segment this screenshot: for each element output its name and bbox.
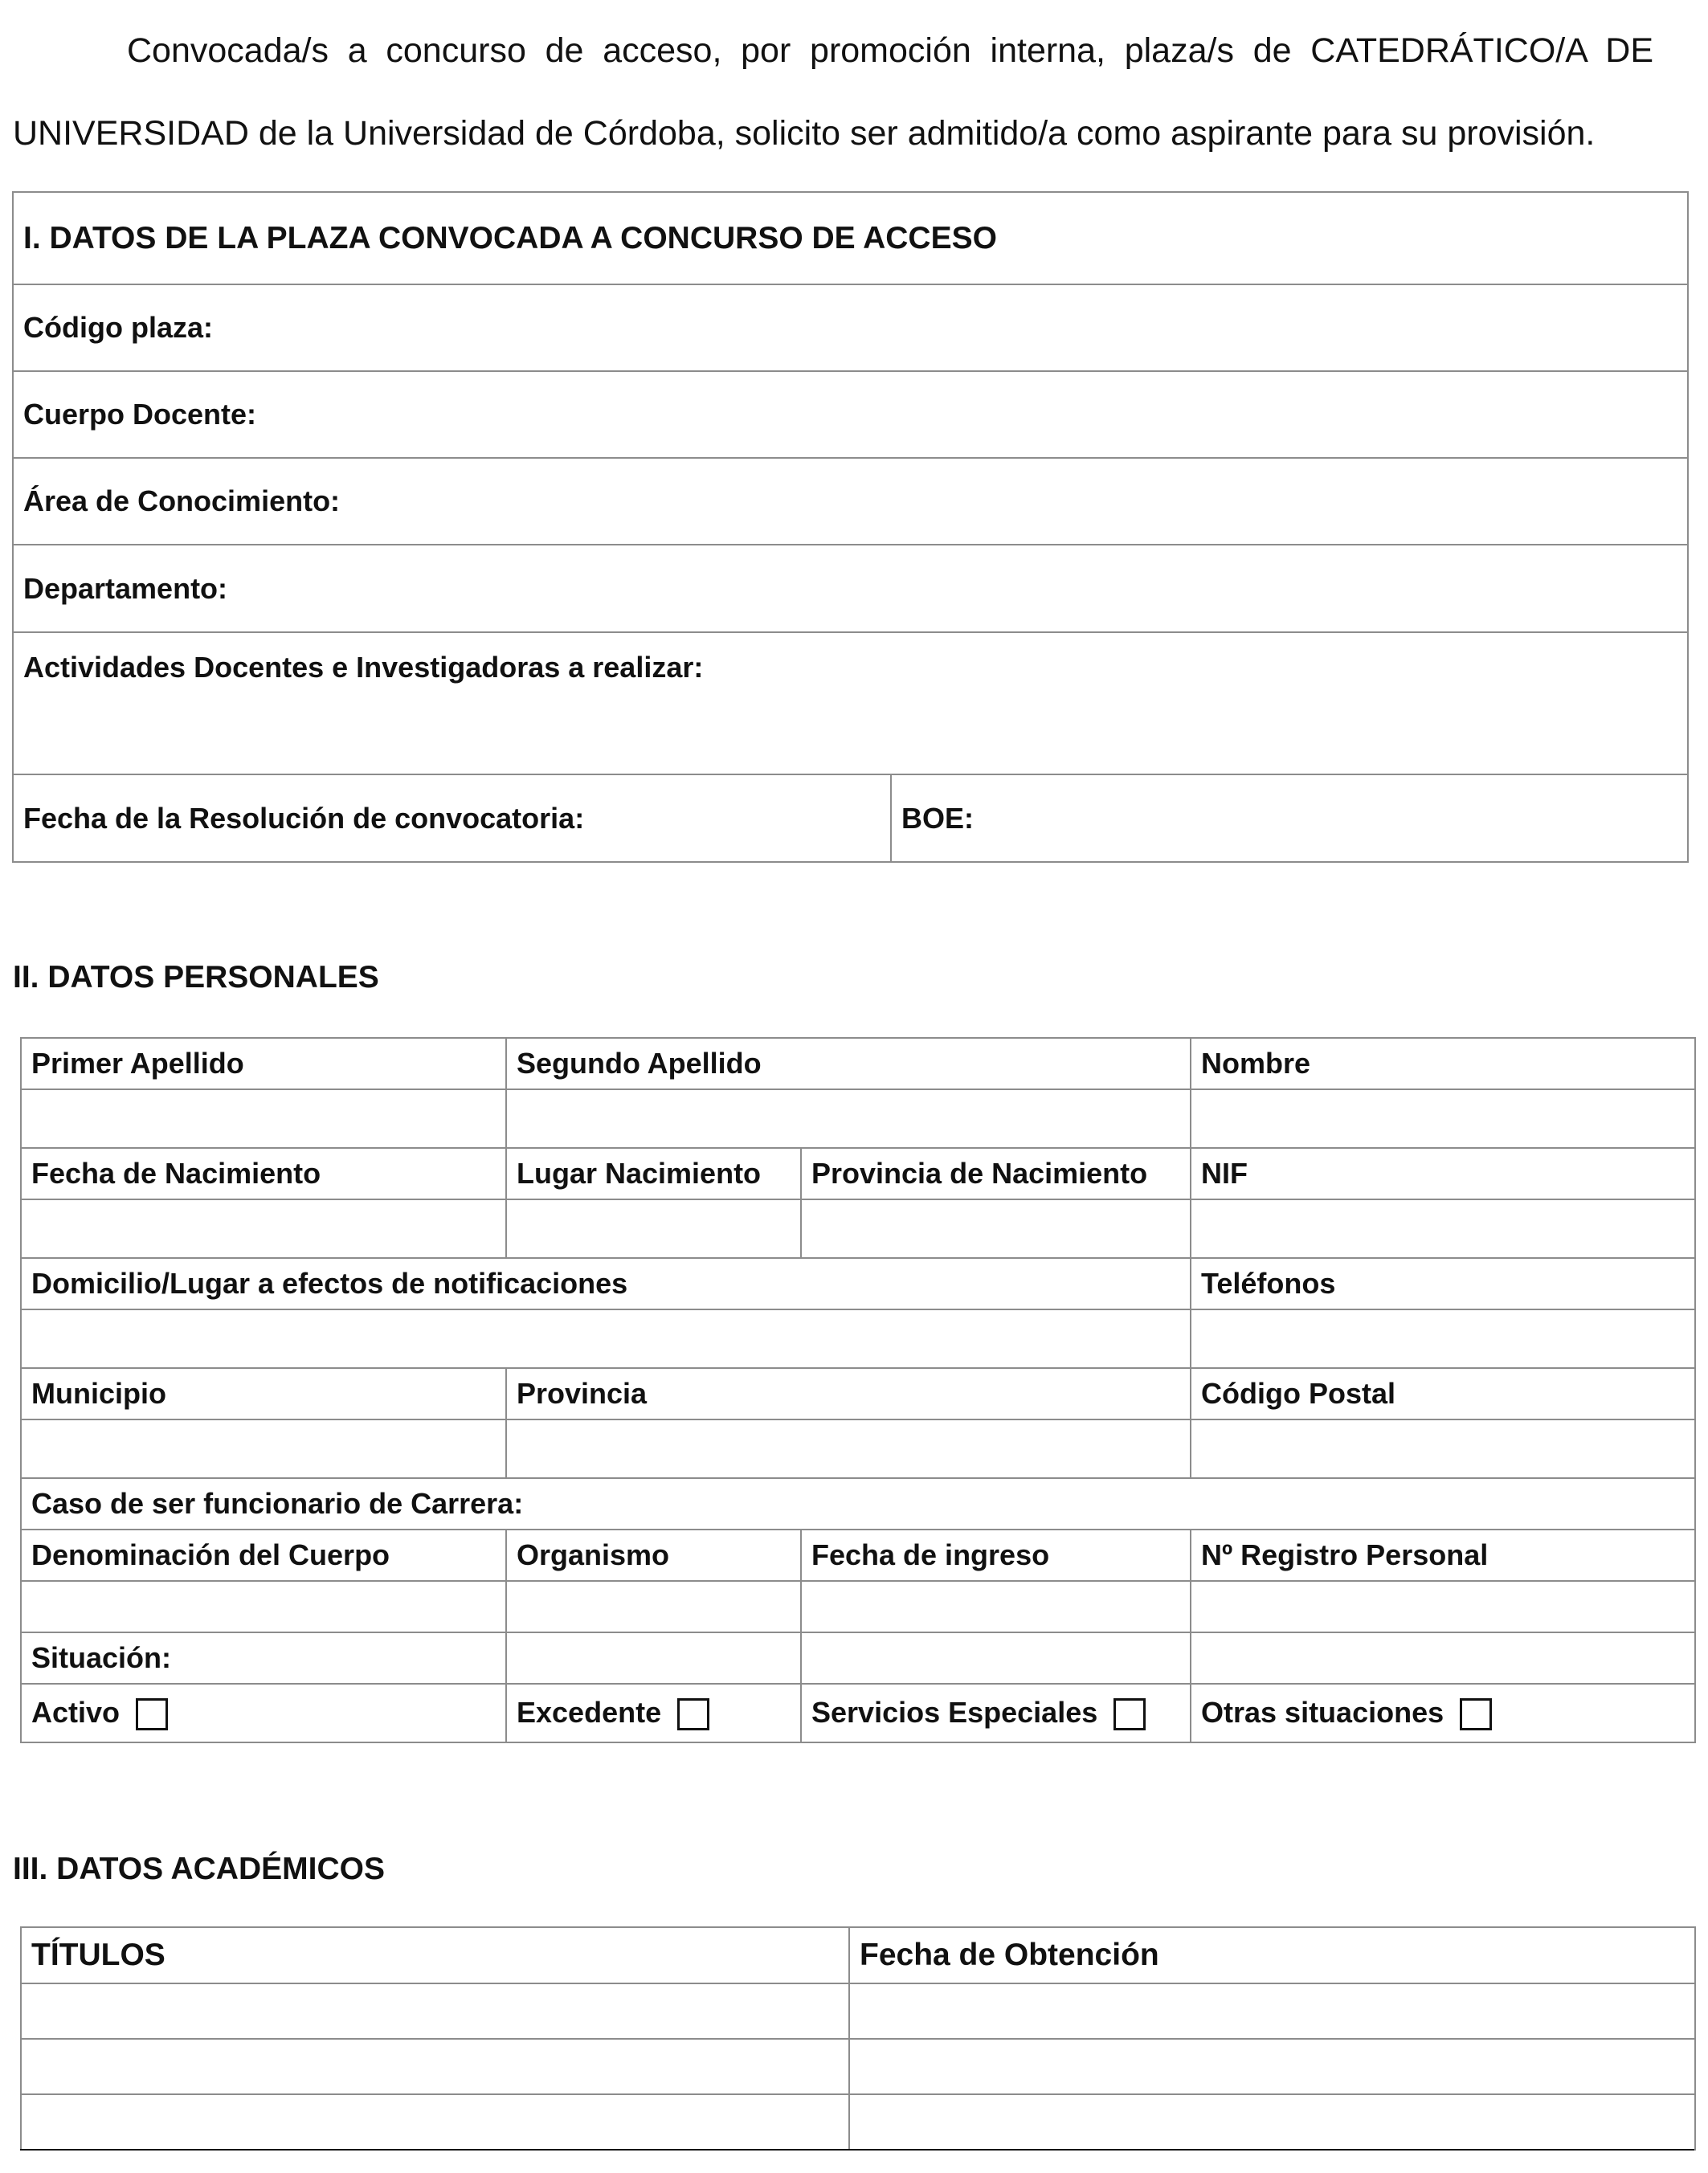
titulo-input-1[interactable] <box>21 1983 849 2039</box>
excedente-option <box>506 1684 801 1742</box>
registro-personal-label: Nº Registro Personal <box>1191 1530 1695 1581</box>
codigo-postal-label: Código Postal <box>1191 1368 1695 1419</box>
organismo-label: Organismo <box>506 1530 801 1581</box>
funcionario-label: Caso de ser funcionario de Carrera: <box>21 1478 1695 1530</box>
bottom-rule <box>20 2149 1694 2151</box>
area-conocimiento-field[interactable]: Área de Conocimiento: <box>13 458 1688 545</box>
provincia-nacimiento-input[interactable] <box>801 1199 1191 1258</box>
titulo-input-2[interactable] <box>21 2039 849 2094</box>
activo-checkbox[interactable] <box>136 1698 168 1730</box>
fecha-ingreso-input[interactable] <box>801 1581 1191 1632</box>
codigo-postal-input[interactable] <box>1191 1419 1695 1478</box>
fecha-nacimiento-input[interactable] <box>21 1199 506 1258</box>
plaza-table <box>12 191 1689 863</box>
situacion-cell-4 <box>1191 1632 1695 1684</box>
fecha-obtencion-input-3[interactable] <box>849 2094 1695 2150</box>
telefonos-input[interactable] <box>1191 1309 1695 1368</box>
servicios-especiales-option <box>801 1684 1191 1742</box>
segundo-apellido-label: Segundo Apellido <box>506 1038 1191 1089</box>
excedente-label: Excedente <box>517 1695 662 1729</box>
nombre-label: Nombre <box>1191 1038 1695 1089</box>
academic-data-table <box>20 1926 1696 2151</box>
otras-situaciones-option <box>1191 1684 1695 1742</box>
lugar-nacimiento-input[interactable] <box>506 1199 801 1258</box>
provincia-nacimiento-label: Provincia de Nacimiento <box>801 1148 1191 1199</box>
activo-option <box>21 1684 506 1742</box>
servicios-especiales-checkbox[interactable] <box>1113 1698 1146 1730</box>
provincia-label: Provincia <box>506 1368 1191 1419</box>
codigo-plaza-field[interactable]: Código plaza: <box>13 284 1688 371</box>
telefonos-label: Teléfonos <box>1191 1258 1695 1309</box>
intro-line-2: UNIVERSIDAD de la Universidad de Córdoba, solicito ser admitido/a como aspirante para su provisión. <box>13 114 1596 153</box>
nombre-input[interactable] <box>1191 1089 1695 1148</box>
fecha-ingreso-label: Fecha de ingreso <box>801 1530 1191 1581</box>
fecha-obtencion-input-2[interactable] <box>849 2039 1695 2094</box>
otras-situaciones-label: Otras situaciones <box>1201 1695 1444 1729</box>
otras-situaciones-checkbox[interactable] <box>1460 1698 1492 1730</box>
boe-field[interactable]: BOE: <box>891 774 1688 862</box>
intro-line-1: Convocada/s a concurso de acceso, por promoción interna, plaza/s de CATEDRÁTICO/A DE <box>127 31 1653 70</box>
situacion-label: Situación: <box>21 1632 506 1684</box>
section-1-title: I. DATOS DE LA PLAZA CONVOCADA A CONCURSO DE ACCESO <box>13 192 1688 284</box>
section-2-title: II. DATOS PERSONALES <box>13 960 379 995</box>
cuerpo-docente-field[interactable]: Cuerpo Docente: <box>13 371 1688 458</box>
nif-label: NIF <box>1191 1148 1695 1199</box>
lugar-nacimiento-label: Lugar Nacimiento <box>506 1148 801 1199</box>
section-3-title: III. DATOS ACADÉMICOS <box>13 1852 385 1886</box>
domicilio-label: Domicilio/Lugar a efectos de notificaciones <box>21 1258 1191 1309</box>
domicilio-input[interactable] <box>21 1309 1191 1368</box>
activo-label: Activo <box>31 1695 121 1729</box>
titulo-input-3[interactable] <box>21 2094 849 2150</box>
segundo-apellido-input[interactable] <box>506 1089 1191 1148</box>
situacion-cell-2 <box>506 1632 801 1684</box>
fecha-obtencion-input-1[interactable] <box>849 1983 1695 2039</box>
municipio-input[interactable] <box>21 1419 506 1478</box>
excedente-checkbox[interactable] <box>677 1698 709 1730</box>
fecha-resolucion-field[interactable]: Fecha de la Resolución de convocatoria: <box>13 774 891 862</box>
registro-personal-input[interactable] <box>1191 1581 1695 1632</box>
personal-data-table <box>20 1037 1696 1743</box>
nif-input[interactable] <box>1191 1199 1695 1258</box>
servicios-especiales-label: Servicios Especiales <box>811 1695 1098 1729</box>
actividades-field[interactable]: Actividades Docentes e Investigadoras a realizar: <box>13 632 1688 774</box>
departamento-field[interactable]: Departamento: <box>13 545 1688 632</box>
situacion-cell-3 <box>801 1632 1191 1684</box>
organismo-input[interactable] <box>506 1581 801 1632</box>
provincia-input[interactable] <box>506 1419 1191 1478</box>
denominacion-cuerpo-input[interactable] <box>21 1581 506 1632</box>
municipio-label: Municipio <box>21 1368 506 1419</box>
primer-apellido-input[interactable] <box>21 1089 506 1148</box>
fecha-nacimiento-label: Fecha de Nacimiento <box>21 1148 506 1199</box>
titulos-header: TÍTULOS <box>21 1927 849 1983</box>
primer-apellido-label: Primer Apellido <box>21 1038 506 1089</box>
denominacion-cuerpo-label: Denominación del Cuerpo <box>21 1530 506 1581</box>
fecha-obtencion-header: Fecha de Obtención <box>849 1927 1695 1983</box>
